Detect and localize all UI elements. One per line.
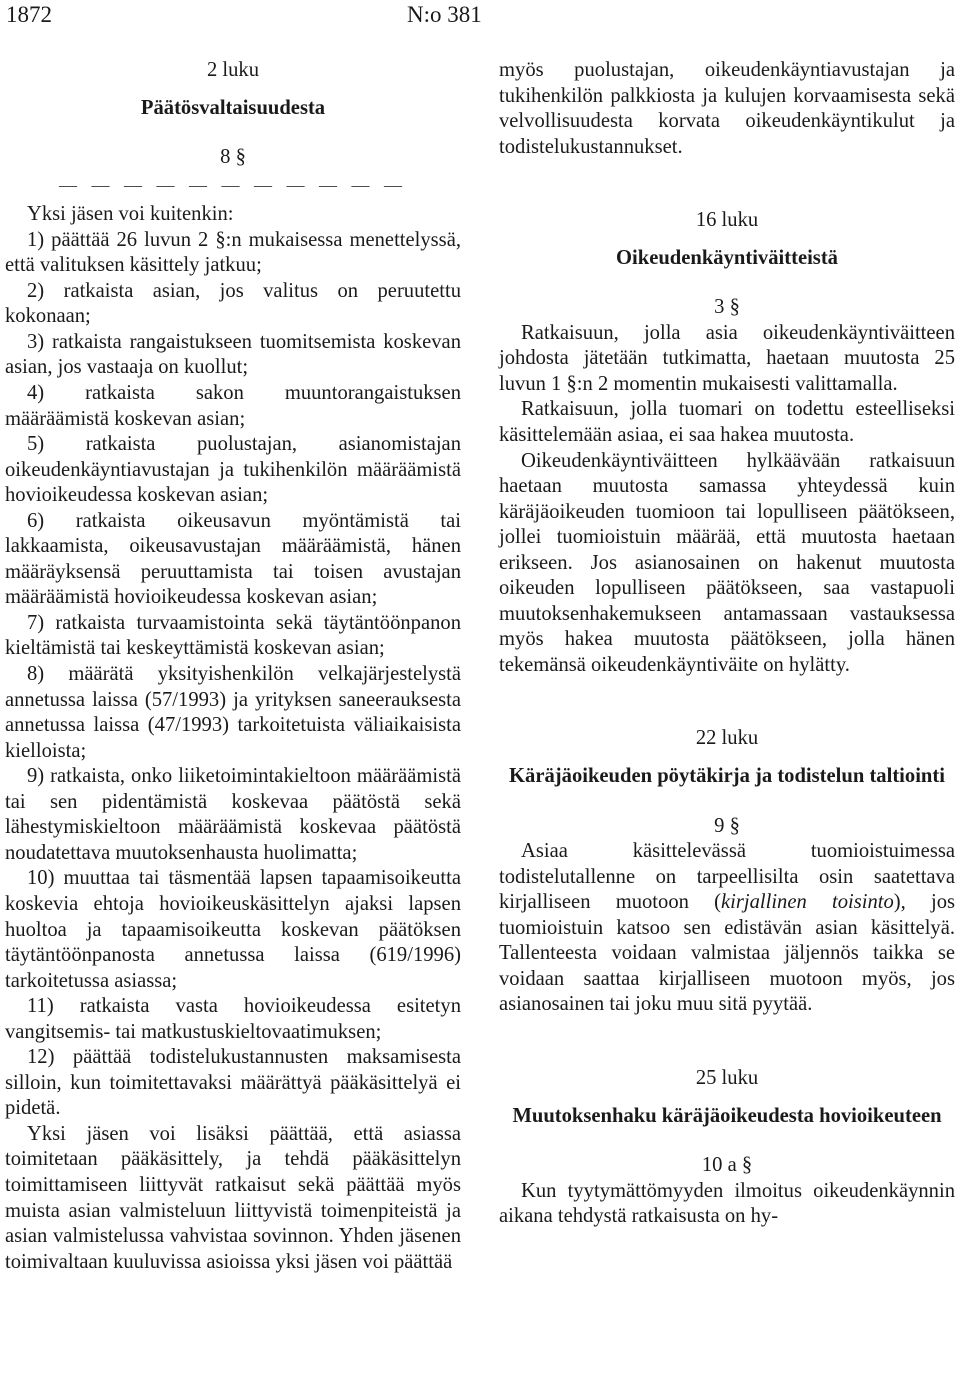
body-paragraph: Ratkaisuun, jolla asia oikeudenkäyntiväitteen johdosta jätetään tutkimatta, haetaan muutosta 25 luvun 1 §:n 2 momentin mukaisesti valittamalla. bbox=[499, 321, 955, 395]
intro-paragraph: Yksi jäsen voi kuitenkin: bbox=[27, 203, 234, 226]
issue-number: N:o 381 bbox=[407, 2, 482, 27]
body-paragraph bbox=[499, 839, 955, 1018]
section-heading: 8 § bbox=[220, 146, 246, 169]
paragraph-text: Asiaa käsittelevässä tuomioistuimessa todistelutallenne on tarpeellisilta osin saatettava kirjalliseen muotoon ( bbox=[499, 840, 955, 914]
list-item: 3) ratkaista rangaistukseen tuomitsemista koskevan asian, jos vastaaja on kuollut; bbox=[5, 330, 461, 379]
list-item: 2) ratkaista asian, jos valitus on peruutettu kokonaan; bbox=[5, 279, 461, 328]
paragraph-text: ), jos tuomioistuin katsoo sen edistävän asian käsittelyä. Tallenteesta voidaan valmistaa jäljennös taikka se voidaan saattaa kirjalliseen muotoon myös, jos asianosainen tai joku muu sitä pyytää. bbox=[499, 891, 956, 1016]
chapter-heading: 2 luku bbox=[206, 59, 260, 81]
continued-paragraph: myös puolustajan, oikeudenkäyntiavustajan ja tukihenkilön palkkiosta ja kulujen korvaamisesta sekä velvollisuudesta korvata oikeudenkäyntikulut ja todistelukustannukset. bbox=[499, 59, 955, 158]
list-item: 8) määrätä yksityishenkilön velkajärjestelystä annetussa laissa (57/1993) ja yrityksen saneerauksesta annetussa laissa (47/1993) tarkoitetuista väliaikaisista kielloista; bbox=[5, 663, 461, 762]
list-item: 4) ratkaista sakon muuntorangaistuksen määräämistä koskevan asian; bbox=[5, 382, 461, 430]
list-item: 10) muuttaa tai täsmentää lapsen tapaamisoikeutta koskevia ehtoja hovioikeuskäsittelyn ajaksi lapsen huoltoa ja tapaamisoikeutta koskevan päätöksen täytäntöönpanosta annetussa laissa (619/1996) tarkoitetussa asiassa; bbox=[5, 867, 461, 992]
list-item: 12) päättää todistelukustannusten maksamisesta silloin, kun toimitettavaksi määrättyä pääkäsittelyä ei pidetä. bbox=[5, 1046, 461, 1120]
left-column bbox=[5, 58, 461, 1275]
list-item: 9) ratkaista, onko liiketoimintakieltoon määräämistä tai sen pidentämistä koskevaa päätöstä sekä lähestymiskieltoon määräämistä koskevaa päätöstä noudatettava muutoksenhausta huolimatta; bbox=[5, 765, 461, 864]
defined-term: kirjallinen toisinto bbox=[720, 891, 894, 914]
list-item: 11) ratkaista vasta hovioikeudessa esitetyn vangitsemis- tai matkustuskieltovaatimuksen; bbox=[5, 995, 461, 1043]
section-heading: 3 § bbox=[714, 296, 740, 319]
chapter-title: Oikeudenkäyntiväitteistä bbox=[616, 246, 838, 269]
page-header bbox=[0, 0, 960, 36]
chapter-heading: 25 luku bbox=[695, 1066, 759, 1089]
body-paragraph: Kun tyytymättömyyden ilmoitus oikeudenkäynnin aikana tehdystä ratkaisusta on hy- bbox=[499, 1179, 955, 1228]
section-heading: 9 § bbox=[714, 814, 740, 837]
chapter-title: Päätösvaltaisuudesta bbox=[140, 96, 326, 119]
body-paragraph: Oikeudenkäyntiväitteen hylkäävään ratkaisuun haetaan muutosta samassa yhteydessä kuin käräjäoikeuden tuomioon tai lopulliseen päätökseen, jollei tuomioistuin määrää, että muutosta haetaan erikseen. Jos asianosainen on hakenut muutosta oikeuden lopulliseen päätökseen, saa vastapuoli muutoksenhakemukseen antamassaan vastauksessa myös hakea muutosta päätökseen, jolla hänen tekemänsä oikeudenkäyntiväite on hylätty. bbox=[499, 449, 955, 676]
list-item: 1) päättää 26 luvun 2 §:n mukaisessa menettelyssä, että valituksen käsittely jatkuu; bbox=[5, 228, 461, 277]
body-paragraph: Ratkaisuun, jolla tuomari on todettu esteelliseksi käsittelemään asiaa, ei saa hakea muutosta. bbox=[499, 398, 955, 447]
chapter-title: Käräjäoikeuden pöytäkirja ja todistelun taltiointi bbox=[509, 765, 945, 788]
list-item: 6) ratkaista oikeusavun myöntämistä tai lakkaamista, oikeusavustajan määräämistä, hänen määräyksensä peruuttamista tai toisen avustajan määräämistä hovioikeudessa koskevan asian; bbox=[5, 509, 461, 609]
list-item: 7) ratkaista turvaamistointa sekä täytäntöönpanon kieltämistä tai keskeyttämistä koskevan asian; bbox=[5, 611, 461, 660]
chapter-heading: 22 luku bbox=[695, 727, 759, 750]
chapter-title: Muutoksenhaku käräjäoikeudesta hovioikeuteen bbox=[512, 1104, 942, 1127]
right-column bbox=[499, 58, 955, 1230]
closing-paragraph: Yksi jäsen voi lisäksi päättää, että asiassa toimitetaan pääkäsittely, ja tehdä pääkäsittelyn toimittamiseen liittyvät ratkaisut sekä päättää myös muista asian valmisteluun liittyvistä toimenpiteistä ja asian valmistelussa vahvistaa sovinnon. Yhden jäsenen toimivaltaan kuuluvissa asioissa yksi jäsen voi päättää bbox=[5, 1122, 461, 1273]
section-heading: 10 a § bbox=[701, 1154, 753, 1177]
chapter-heading: 16 luku bbox=[695, 209, 759, 232]
list-item: 5) ratkaista puolustajan, asianomistajan oikeudenkäyntiavustajan ja tukihenkilön määräämistä hovioikeudessa koskevan asian; bbox=[5, 433, 461, 507]
page-number: 1872 bbox=[6, 2, 52, 27]
omitted-text-marker: — — — — — — — — — — — bbox=[59, 174, 407, 195]
